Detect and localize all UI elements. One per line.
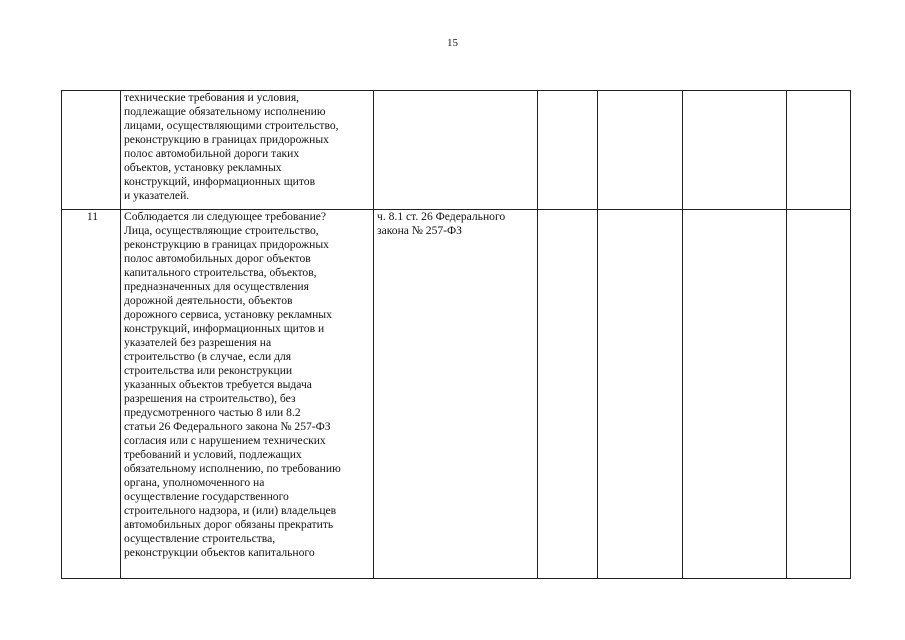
text-line: полос автомобильных дорог объектов — [124, 252, 311, 265]
text-line: органа, уполномоченного на — [124, 476, 265, 489]
text-line: закона № 257-ФЗ — [377, 224, 462, 237]
table-row — [62, 91, 851, 210]
text-line: предназначенных для осуществления — [124, 280, 309, 293]
empty-cell-no — [598, 91, 683, 210]
text-line: обязательному исполнению, по требованию — [124, 462, 341, 475]
text-line: осуществление государственного — [124, 490, 289, 503]
text-line: строительства или реконструкции — [124, 364, 293, 377]
text-line: Соблюдается ли следующее требование? — [124, 210, 327, 223]
text-line: автомобильных дорог обязаны прекратить — [124, 518, 334, 531]
text-line: требований и условий, подлежащих — [124, 448, 302, 461]
empty-cell-not-applicable — [683, 91, 787, 210]
table-row — [62, 210, 851, 579]
row-number-cell — [62, 91, 121, 210]
legal-reference-cell — [374, 210, 538, 579]
empty-cell-yes — [538, 210, 598, 579]
text-line: конструкций, информационных щитов — [124, 175, 316, 188]
requirement-cell — [121, 210, 374, 579]
empty-cell-no — [598, 210, 683, 579]
text-line: дорожного сервиса, установку рекламных — [124, 308, 332, 321]
text-line: конструкций, информационных щитов и — [124, 322, 325, 335]
text-line: полос автомобильной дороги таких — [124, 147, 300, 160]
empty-cell-note — [787, 210, 851, 579]
empty-cell-yes — [538, 91, 598, 210]
requirement-cell — [121, 91, 374, 210]
text-line: реконструкцию в границах придорожных — [124, 133, 329, 146]
text-line: объектов, установку рекламных — [124, 161, 282, 174]
text-line: статьи 26 Федерального закона № 257-ФЗ — [124, 420, 331, 433]
text-line: осуществление строительства, — [124, 532, 276, 545]
text-line: Лица, осуществляющие строительство, — [124, 224, 319, 237]
page-number: 15 — [447, 37, 458, 49]
text-line: дорожной деятельности, объектов — [124, 294, 293, 307]
text-line: указанных объектов требуется выдача — [124, 378, 312, 391]
text-line: лицами, осуществляющими строительство, — [124, 119, 339, 132]
text-line: реконструкции объектов капитального — [124, 546, 315, 559]
text-line: технические требования и условия, — [124, 91, 300, 104]
text-line: ч. 8.1 ст. 26 Федерального — [377, 210, 506, 223]
text-line: подлежащие обязательному исполнению — [124, 105, 326, 118]
checklist-table — [61, 90, 851, 579]
text-line: предусмотренного частью 8 или 8.2 — [124, 406, 301, 419]
text-line: реконструкцию в границах придорожных — [124, 238, 329, 251]
empty-cell-note — [787, 91, 851, 210]
text-line: и указателей. — [124, 189, 190, 202]
text-line: разрешения на строительство), без — [124, 392, 296, 405]
text-line: согласия или с нарушением технических — [124, 434, 326, 447]
text-line: строительного надзора, и (или) владельцев — [124, 504, 337, 517]
row-number-cell: 11 — [62, 210, 121, 579]
text-line: капитального строительства, объектов, — [124, 266, 317, 279]
text-line: строительство (в случае, если для — [124, 350, 292, 363]
legal-reference-cell — [374, 91, 538, 210]
text-line: указателей без разрешения на — [124, 336, 272, 349]
empty-cell-not-applicable — [683, 210, 787, 579]
